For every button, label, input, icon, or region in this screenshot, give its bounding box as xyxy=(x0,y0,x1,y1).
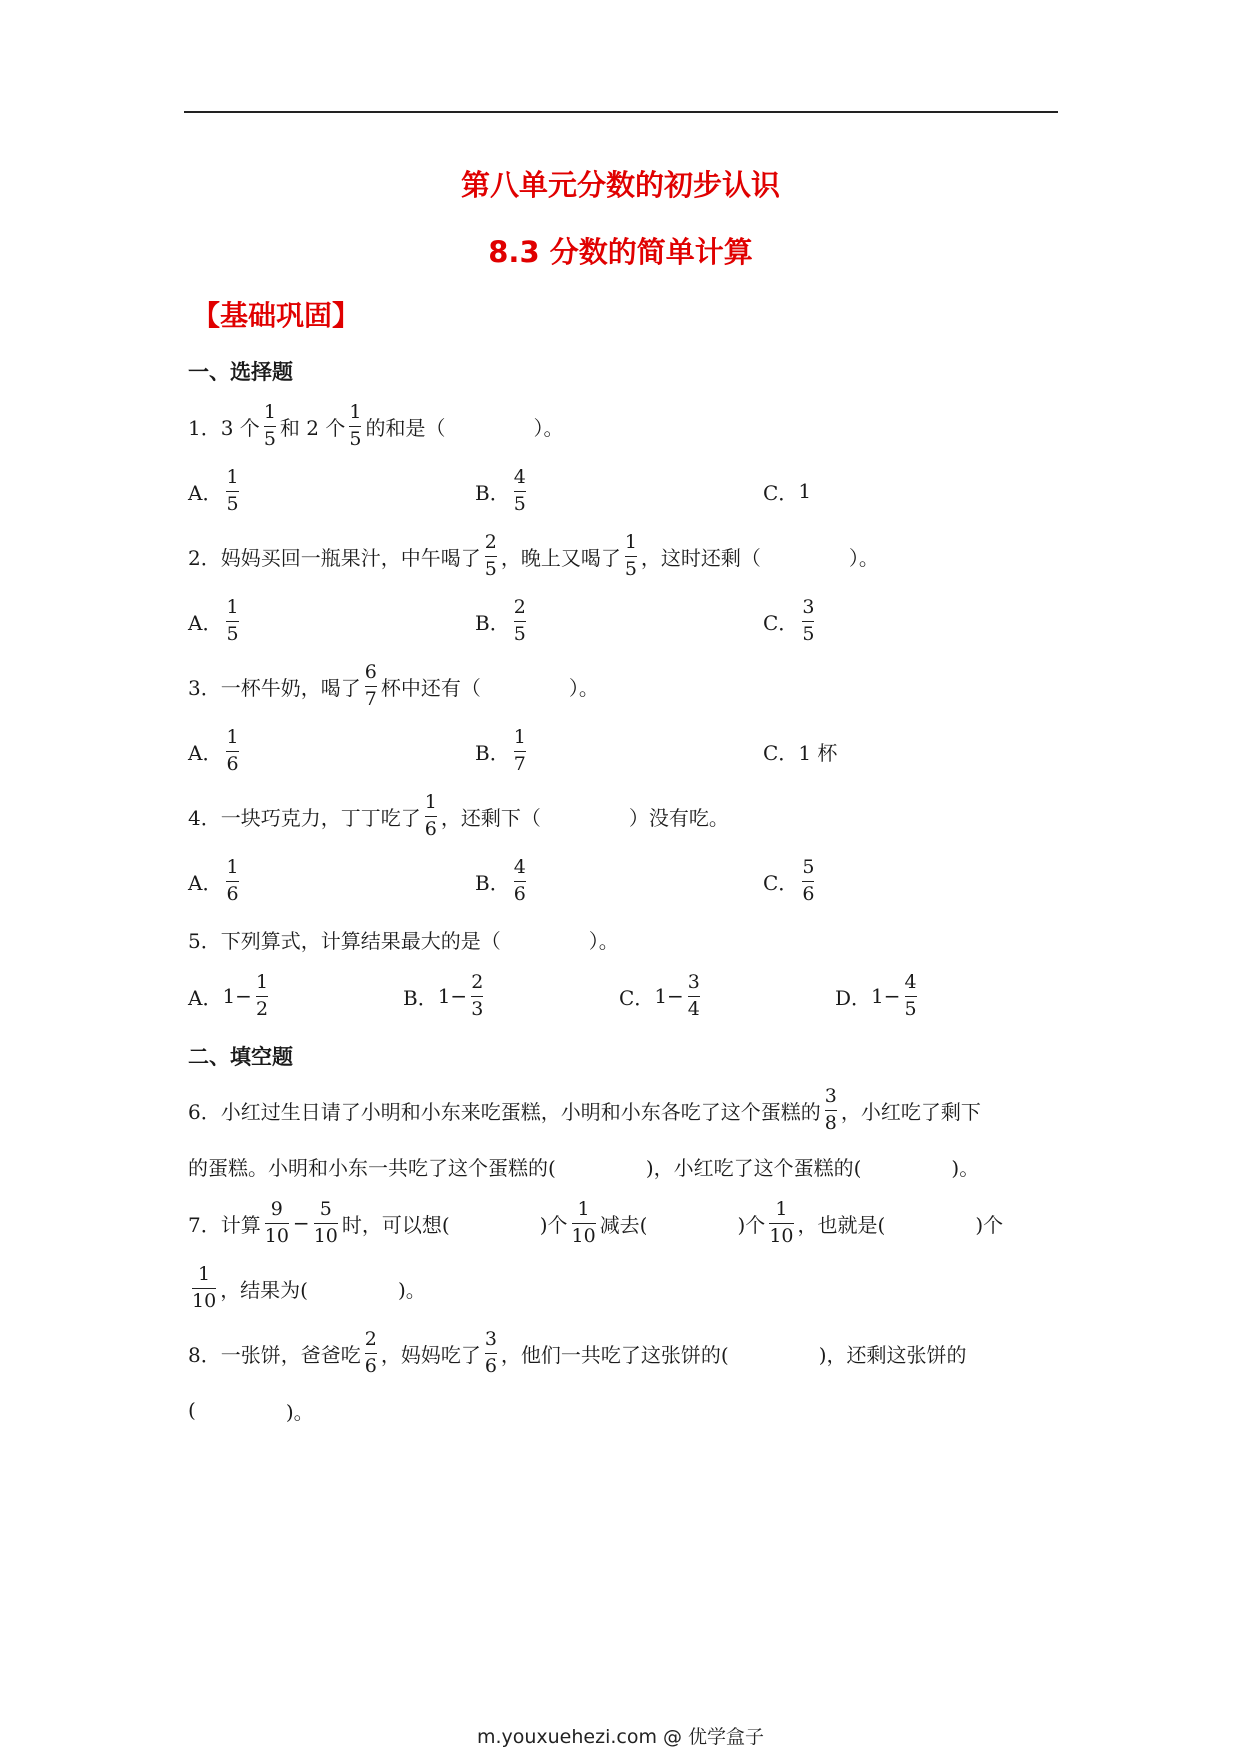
q5-option-d[interactable]: D． 1− $\frac{4}{5}$ xyxy=(835,971,917,1020)
q2-option-b[interactable]: B． $\frac{2}{5}$ xyxy=(475,596,526,645)
question-1: 1．3 个 $\frac{1}{5}$ 和 2 个 $\frac{1}{5}$ 的和是（ ）。 xyxy=(188,401,564,450)
question-4: 4．一块巧克力，丁丁吃了 $\frac{1}{6}$ ，还剩下（ ）没有吃。 xyxy=(188,791,729,840)
q2-option-c[interactable]: C． $\frac{3}{5}$ xyxy=(763,596,815,645)
question-7-line-2: $\frac{1}{10}$ ，结果为( )。 xyxy=(192,1263,426,1312)
fraction: $\frac{1}{10}$ xyxy=(571,1198,596,1247)
header-rule xyxy=(184,111,1058,113)
question-5: 5．下列算式，计算结果最大的是（ ）。 xyxy=(188,928,619,953)
fraction: $\frac{1}{10}$ xyxy=(769,1198,794,1247)
fraction: $\frac{3}{6}$ xyxy=(484,1328,497,1377)
question-8-line-2: ( )。 xyxy=(188,1398,314,1424)
question-6-line-2: 的蛋糕。小明和小东一共吃了这个蛋糕的( )，小红吃了这个蛋糕的( )。 xyxy=(188,1155,980,1180)
section-fill-heading: 二、填空题 xyxy=(188,1045,293,1069)
q4-option-b[interactable]: B． $\frac{4}{6}$ xyxy=(475,856,526,905)
question-2: 2．妈妈买回一瓶果汁，中午喝了 $\frac{2}{5}$ ，晚上又喝了 $\frac{1}{5}$ ，这时还剩（ ）。 xyxy=(188,531,879,580)
question-8-line-1: 8．一张饼，爸爸吃 $\frac{2}{6}$ ，妈妈吃了 $\frac{3}{6}$ ，他们一共吃了这张饼的( )，还剩这张饼的 xyxy=(188,1328,967,1377)
q4-option-a[interactable]: A． $\frac{1}{6}$ xyxy=(188,856,239,905)
fraction: $\frac{1}{10}$ xyxy=(192,1263,217,1312)
q4-option-c[interactable]: C． $\frac{5}{6}$ xyxy=(763,856,815,905)
question-7-line-1: 7．计算 $\frac{9}{10}$ − $\frac{5}{10}$ 时，可以想( )个 $\frac{1}{10}$ 减去( )个 $\frac{1}{10}$ ，也就是( )个 xyxy=(188,1198,1004,1247)
lesson-title: 8.3 分数的简单计算 xyxy=(488,235,753,269)
q3-option-a[interactable]: A． $\frac{1}{6}$ xyxy=(188,726,239,775)
fraction: $\frac{6}{7}$ xyxy=(364,661,377,710)
q3-option-b[interactable]: B． $\frac{1}{7}$ xyxy=(475,726,526,775)
q1-option-c[interactable]: C． 1 xyxy=(763,479,812,505)
q1-option-b[interactable]: B． $\frac{4}{5}$ xyxy=(475,466,526,515)
q2-option-a[interactable]: A． $\frac{1}{5}$ xyxy=(188,596,239,645)
q5-option-b[interactable]: B． 1− $\frac{2}{3}$ xyxy=(403,971,484,1020)
fraction: $\frac{9}{10}$ xyxy=(264,1198,289,1247)
q1-option-a[interactable]: A． $\frac{1}{5}$ xyxy=(188,466,239,515)
fraction: $\frac{3}{8}$ xyxy=(824,1085,837,1134)
fraction: $\frac{1}{5}$ xyxy=(263,401,276,450)
q5-option-c[interactable]: C． 1− $\frac{3}{4}$ xyxy=(619,971,700,1020)
section-tag: 【基础巩固】 xyxy=(192,299,361,332)
question-6-line-1: 6．小红过生日请了小明和小东来吃蛋糕，小明和小东各吃了这个蛋糕的 $\frac{3}{8}$ ，小红吃了剩下 xyxy=(188,1085,981,1134)
q5-option-a[interactable]: A． 1− $\frac{1}{2}$ xyxy=(188,971,269,1020)
unit-title: 第八单元分数的初步认识 xyxy=(460,168,780,202)
footer-watermark: m.youxuehezi.com @ 优学盒子 xyxy=(476,1726,765,1748)
question-3: 3．一杯牛奶，喝了 $\frac{6}{7}$ 杯中还有（ ）。 xyxy=(188,661,599,710)
fraction: $\frac{2}{5}$ xyxy=(484,531,497,580)
fraction: $\frac{1}{5}$ xyxy=(624,531,637,580)
fraction: $\frac{2}{6}$ xyxy=(364,1328,377,1377)
q3-option-c[interactable]: C． 1 杯 xyxy=(763,740,838,765)
fraction: $\frac{5}{10}$ xyxy=(313,1198,338,1247)
fraction: $\frac{1}{5}$ xyxy=(349,401,362,450)
section-choice-heading: 一、选择题 xyxy=(188,360,293,384)
fraction: $\frac{1}{6}$ xyxy=(424,791,437,840)
